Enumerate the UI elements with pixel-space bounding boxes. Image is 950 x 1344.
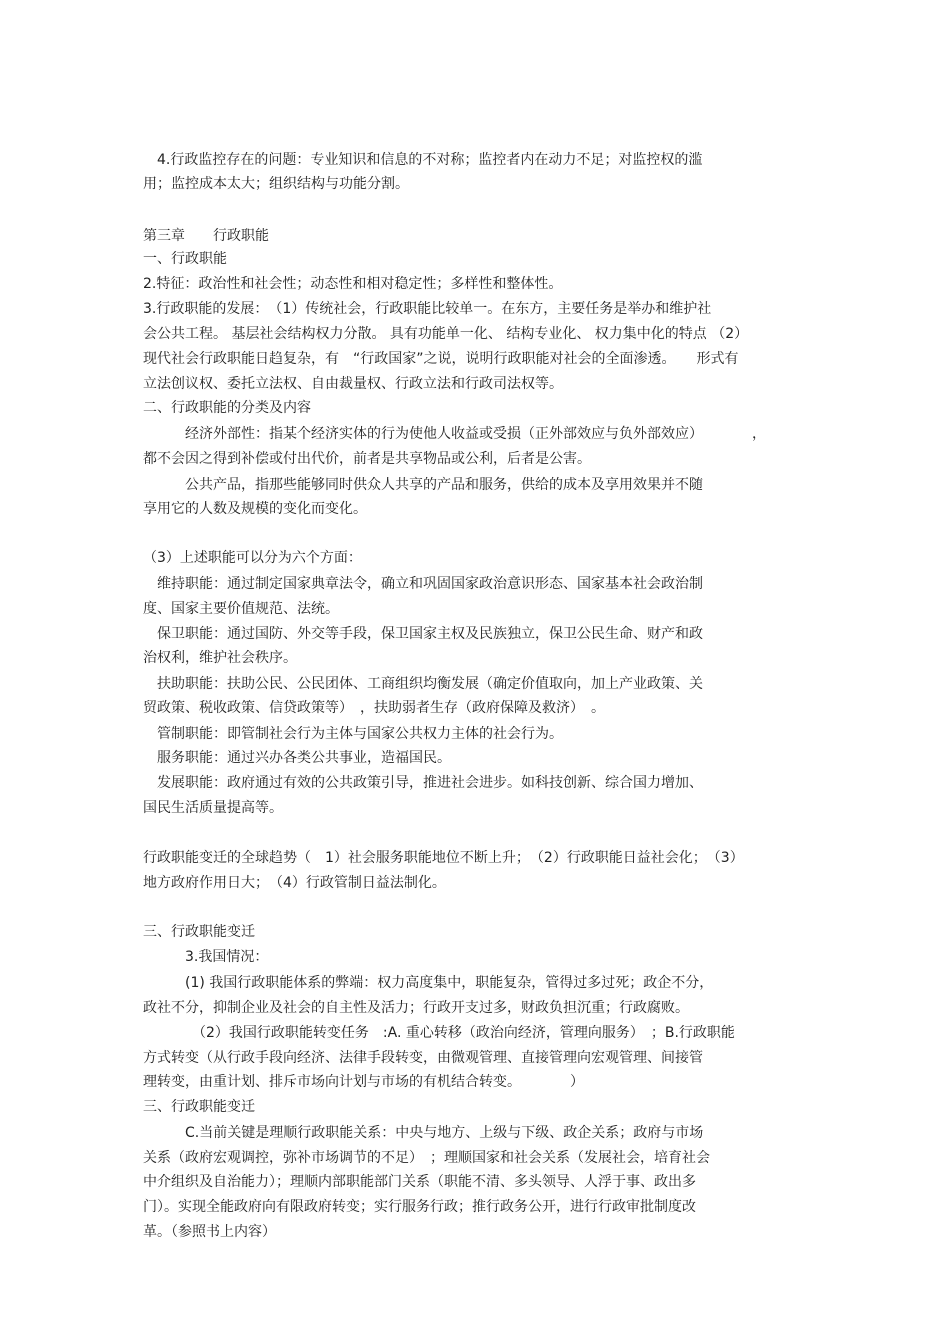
text-line: C.当前关键是理顺行政职能关系：中央与地方、上级与下级、政企关系；政府与市场 [143, 1125, 704, 1141]
text-line: 现代社会行政职能日趋复杂，有 “行政国家”之说，说明行政职能对社会的全面渗透。 形式有 [143, 351, 739, 367]
section-heading: 三、行政职能变迁 [143, 1099, 255, 1115]
text-line: 行政职能变迁的全球趋势（ 1）社会服务职能地位不断上升； （2）行政职能日益社会化； （3） [143, 850, 744, 866]
text-line: 革。（参照书上内容） [143, 1224, 276, 1240]
text-line: 中介组织及自治能力）；理顺内部职能部门关系（职能不清、多头领导、人浮于事、政出多 [143, 1174, 696, 1190]
text-line: 3.行政职能的发展： （1）传统社会，行政职能比较单一。在东方，主要任务是举办和维护社 [143, 301, 712, 317]
text-line: 会公共工程。 基层社会结构权力分散。 具有功能单一化、 结构专业化、 权力集中化的特点 （2） [143, 326, 749, 342]
text-line: 2.特征：政治性和社会性；动态性和相对稳定性；多样性和整体性。 [143, 276, 563, 292]
text-line: 理转变，由重计划、排斥市场向计划与市场的有机结合转变。 ） [143, 1074, 584, 1090]
text-line: 发展职能：政府通过有效的公共政策引导，推进社会进步。如科技创新、综合国力增加、 [143, 775, 703, 791]
section-heading: 二、行政职能的分类及内容 [143, 400, 311, 416]
text-line: 3.我国情况： [143, 949, 269, 965]
text-line: 保卫职能：通过国防、外交等手段，保卫国家主权及民族独立，保卫公民生命、财产和政 [143, 626, 703, 642]
text-line: 维持职能：通过制定国家典章法令，确立和巩固国家政治意识形态、国家基本社会政治制 [143, 576, 703, 592]
text-line: 关系（政府宏观调控，弥补市场调节的不足） ；理顺国家和社会关系（发展社会，培育社会 [143, 1150, 710, 1166]
text-line: 度、国家主要价值规范、法统。 [143, 601, 339, 617]
text-line: 贸政策、税收政策、信贷政策等） ，扶助弱者生存（政府保障及救济） 。 [143, 700, 605, 716]
text-line: 方式转变（从行政手段向经济、法律手段转变，由微观管理、直接管理向宏观管理、间接管 [143, 1050, 703, 1066]
text-line: 政社不分，抑制企业及社会的自主性及活力；行政开支过多，财政负担沉重；行政腐败。 [143, 1000, 689, 1016]
text-line: 都不会因之得到补偿或付出代价，前者是共享物品或公利，后者是公害。 [143, 451, 591, 467]
chapter-heading: 第三章 行政职能 [143, 228, 269, 244]
text-line: 门）。实现全能政府向有限政府转变；实行服务行政；推行政务公开，进行行政审批制度改 [143, 1199, 696, 1215]
text-line: 公共产品，指那些能够同时供众人共享的产品和服务，供给的成本及享用效果并不随 [143, 477, 703, 493]
text-line: 国民生活质量提高等。 [143, 800, 283, 816]
text-line: 管制职能：即管制社会行为主体与国家公共权力主体的社会行为。 [143, 726, 563, 742]
text-line: 服务职能：通过兴办各类公共事业，造福国民。 [143, 750, 451, 766]
text-line: 治权利，维护社会秩序。 [143, 650, 297, 666]
text-line: （3）上述职能可以分为六个方面： [143, 550, 362, 566]
text-line: 享用它的人数及规模的变化而变化。 [143, 501, 367, 517]
text-line: 4.行政监控存在的问题：专业知识和信息的不对称；监控者内在动力不足；对监控权的滥 [143, 152, 703, 168]
text-line: 用；监控成本太大；组织结构与功能分割。 [143, 176, 409, 192]
text-line: 立法创议权、委托立法权、自由裁量权、行政立法和行政司法权等。 [143, 376, 563, 392]
text-line: 经济外部性：指某个经济实体的行为使他人收益或受损（正外部效应与负外部效应） ， [143, 426, 766, 442]
section-heading: 一、行政职能 [143, 251, 227, 267]
text-line: (1) 我国行政职能体系的弊端：权力高度集中，职能复杂，管得过多过死；政企不分， [143, 975, 714, 991]
text-line: 地方政府作用日大； （4）行政管制日益法制化。 [143, 875, 446, 891]
text-line: （2）我国行政职能转变任务 :A. 重心转移（政治向经济，管理向服务） ；B.行政职能 [143, 1025, 735, 1041]
section-heading: 三、行政职能变迁 [143, 924, 255, 940]
text-line: 扶助职能：扶助公民、公民团体、工商组织均衡发展（确定价值取向，加上产业政策、关 [143, 676, 703, 692]
